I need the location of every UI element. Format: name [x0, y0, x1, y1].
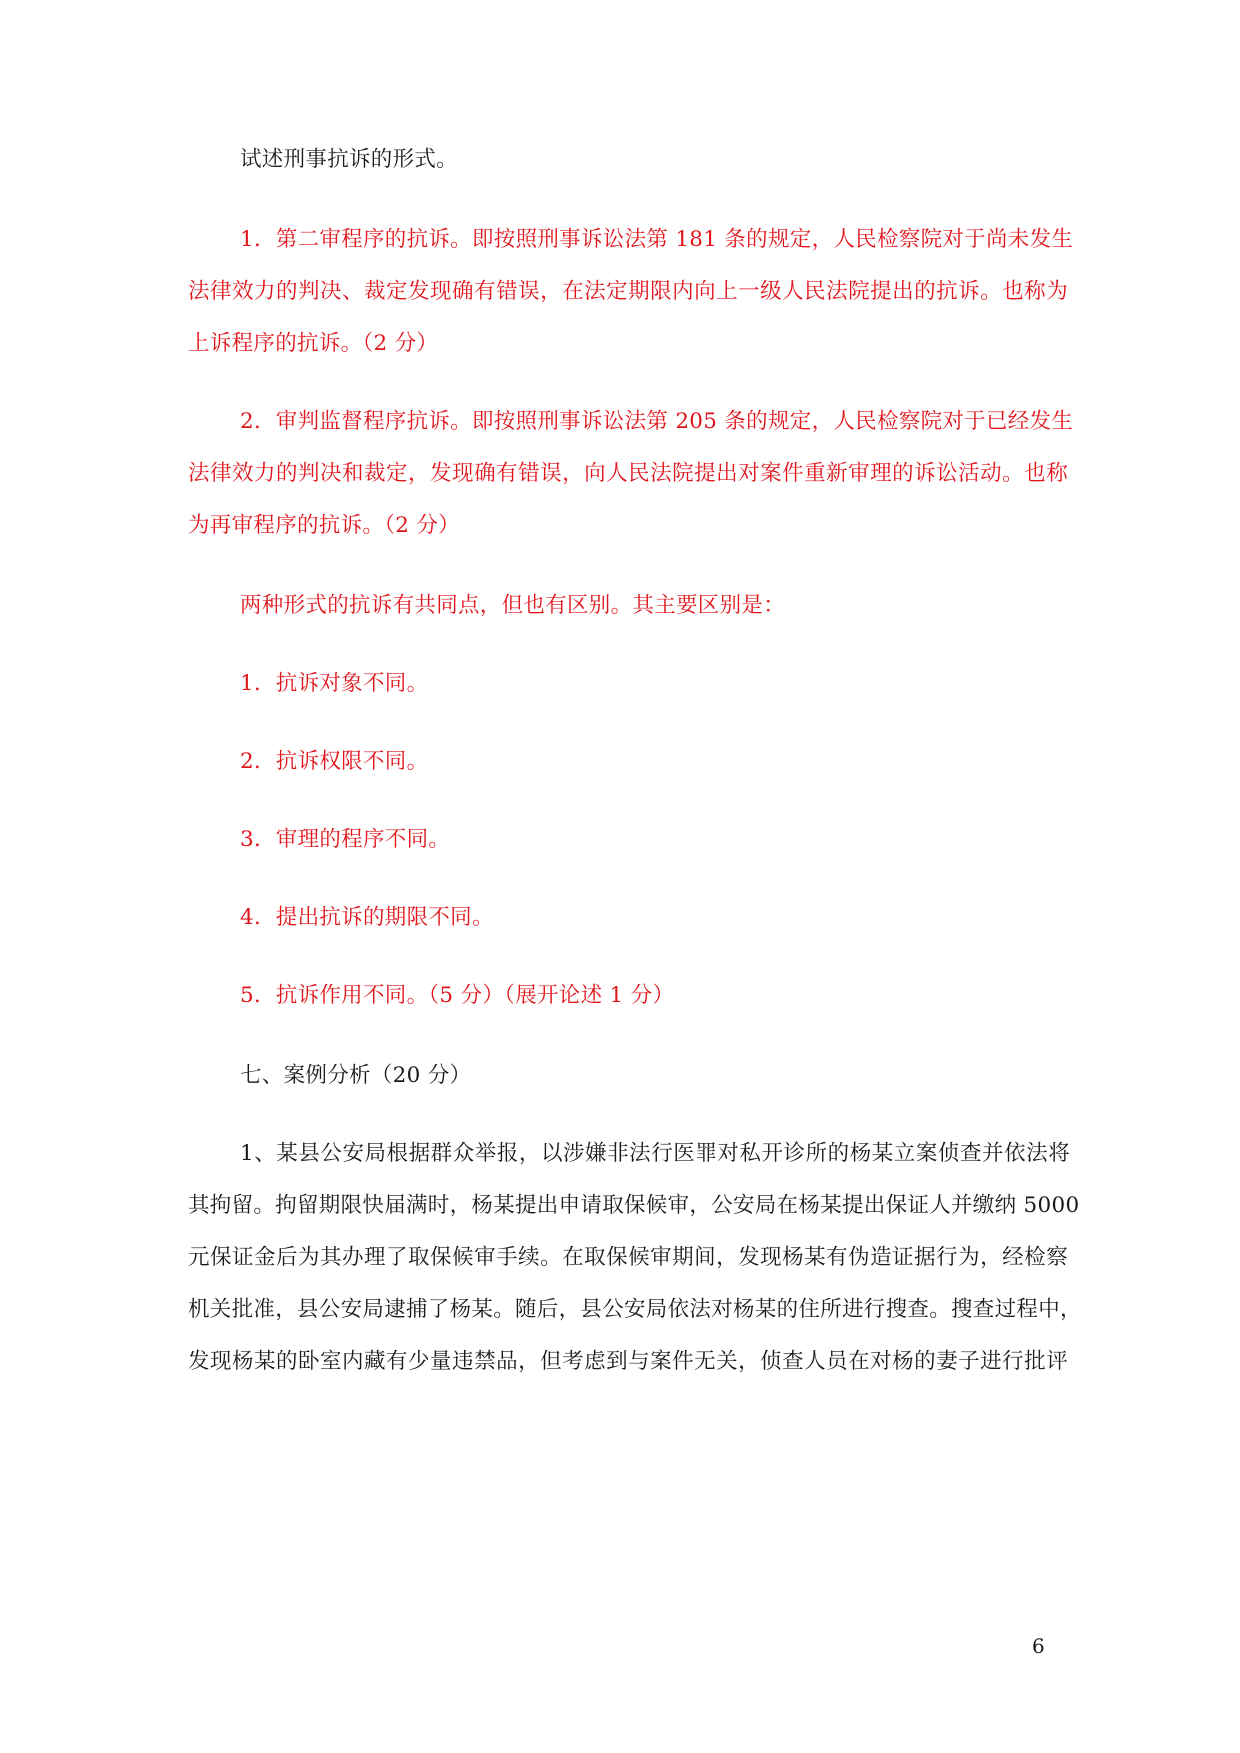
answer-para1-line2: 法律效力的判决、裁定发现确有错误，在法定期限内向上一级人民法院提出的抗诉。也称为 — [188, 279, 1068, 304]
case-para-line5: 发现杨某的卧室内藏有少量违禁品，但考虑到与案件无关，侦查人员在对杨的妻子进行批评 — [188, 1349, 1068, 1374]
case-para-line3: 元保证金后为其办理了取保候审手续。在取保候审期间，发现杨某有伪造证据行为，经检察 — [188, 1245, 1068, 1270]
answer-para2-line1: 2．审判监督程序抗诉。即按照刑事诉讼法第 205 条的规定，人民检察院对于已经发生 — [240, 409, 1074, 434]
answer-para2-line3: 为再审程序的抗诉。（2 分） — [188, 513, 460, 538]
difference-intro: 两种形式的抗诉有共同点，但也有区别。其主要区别是： — [240, 593, 786, 618]
difference-item-4: 4．提出抗诉的期限不同。 — [240, 905, 494, 930]
page-number: 6 — [1032, 1634, 1045, 1658]
answer-para2-line2: 法律效力的判决和裁定，发现确有错误，向人民法院提出对案件重新审理的诉讼活动。也称 — [188, 461, 1068, 486]
difference-item-2: 2．抗诉权限不同。 — [240, 749, 429, 774]
case-para-line2: 其拘留。拘留期限快届满时，杨某提出申请取保候审，公安局在杨某提出保证人并缴纳 5000 — [188, 1193, 1080, 1218]
section-heading: 七、案例分析（20 分） — [240, 1063, 472, 1088]
answer-para1-line1: 1．第二审程序的抗诉。即按照刑事诉讼法第 181 条的规定，人民检察院对于尚未发生 — [240, 227, 1074, 252]
question-text: 试述刑事抗诉的形式。 — [240, 147, 459, 172]
difference-item-5: 5．抗诉作用不同。（5 分）（展开论述 1 分） — [240, 983, 675, 1008]
difference-item-3: 3．审理的程序不同。 — [240, 827, 451, 852]
case-para-line1: 1、某县公安局根据群众举报，以涉嫌非法行医罪对私开诊所的杨某立案侦查并依法将 — [240, 1141, 1070, 1166]
answer-para1-line3: 上诉程序的抗诉。（2 分） — [188, 331, 439, 356]
case-para-line4: 机关批准，县公安局逮捕了杨某。随后，县公安局依法对杨某的住所进行搜查。搜查过程中， — [188, 1297, 1082, 1322]
difference-item-1: 1．抗诉对象不同。 — [240, 671, 429, 696]
